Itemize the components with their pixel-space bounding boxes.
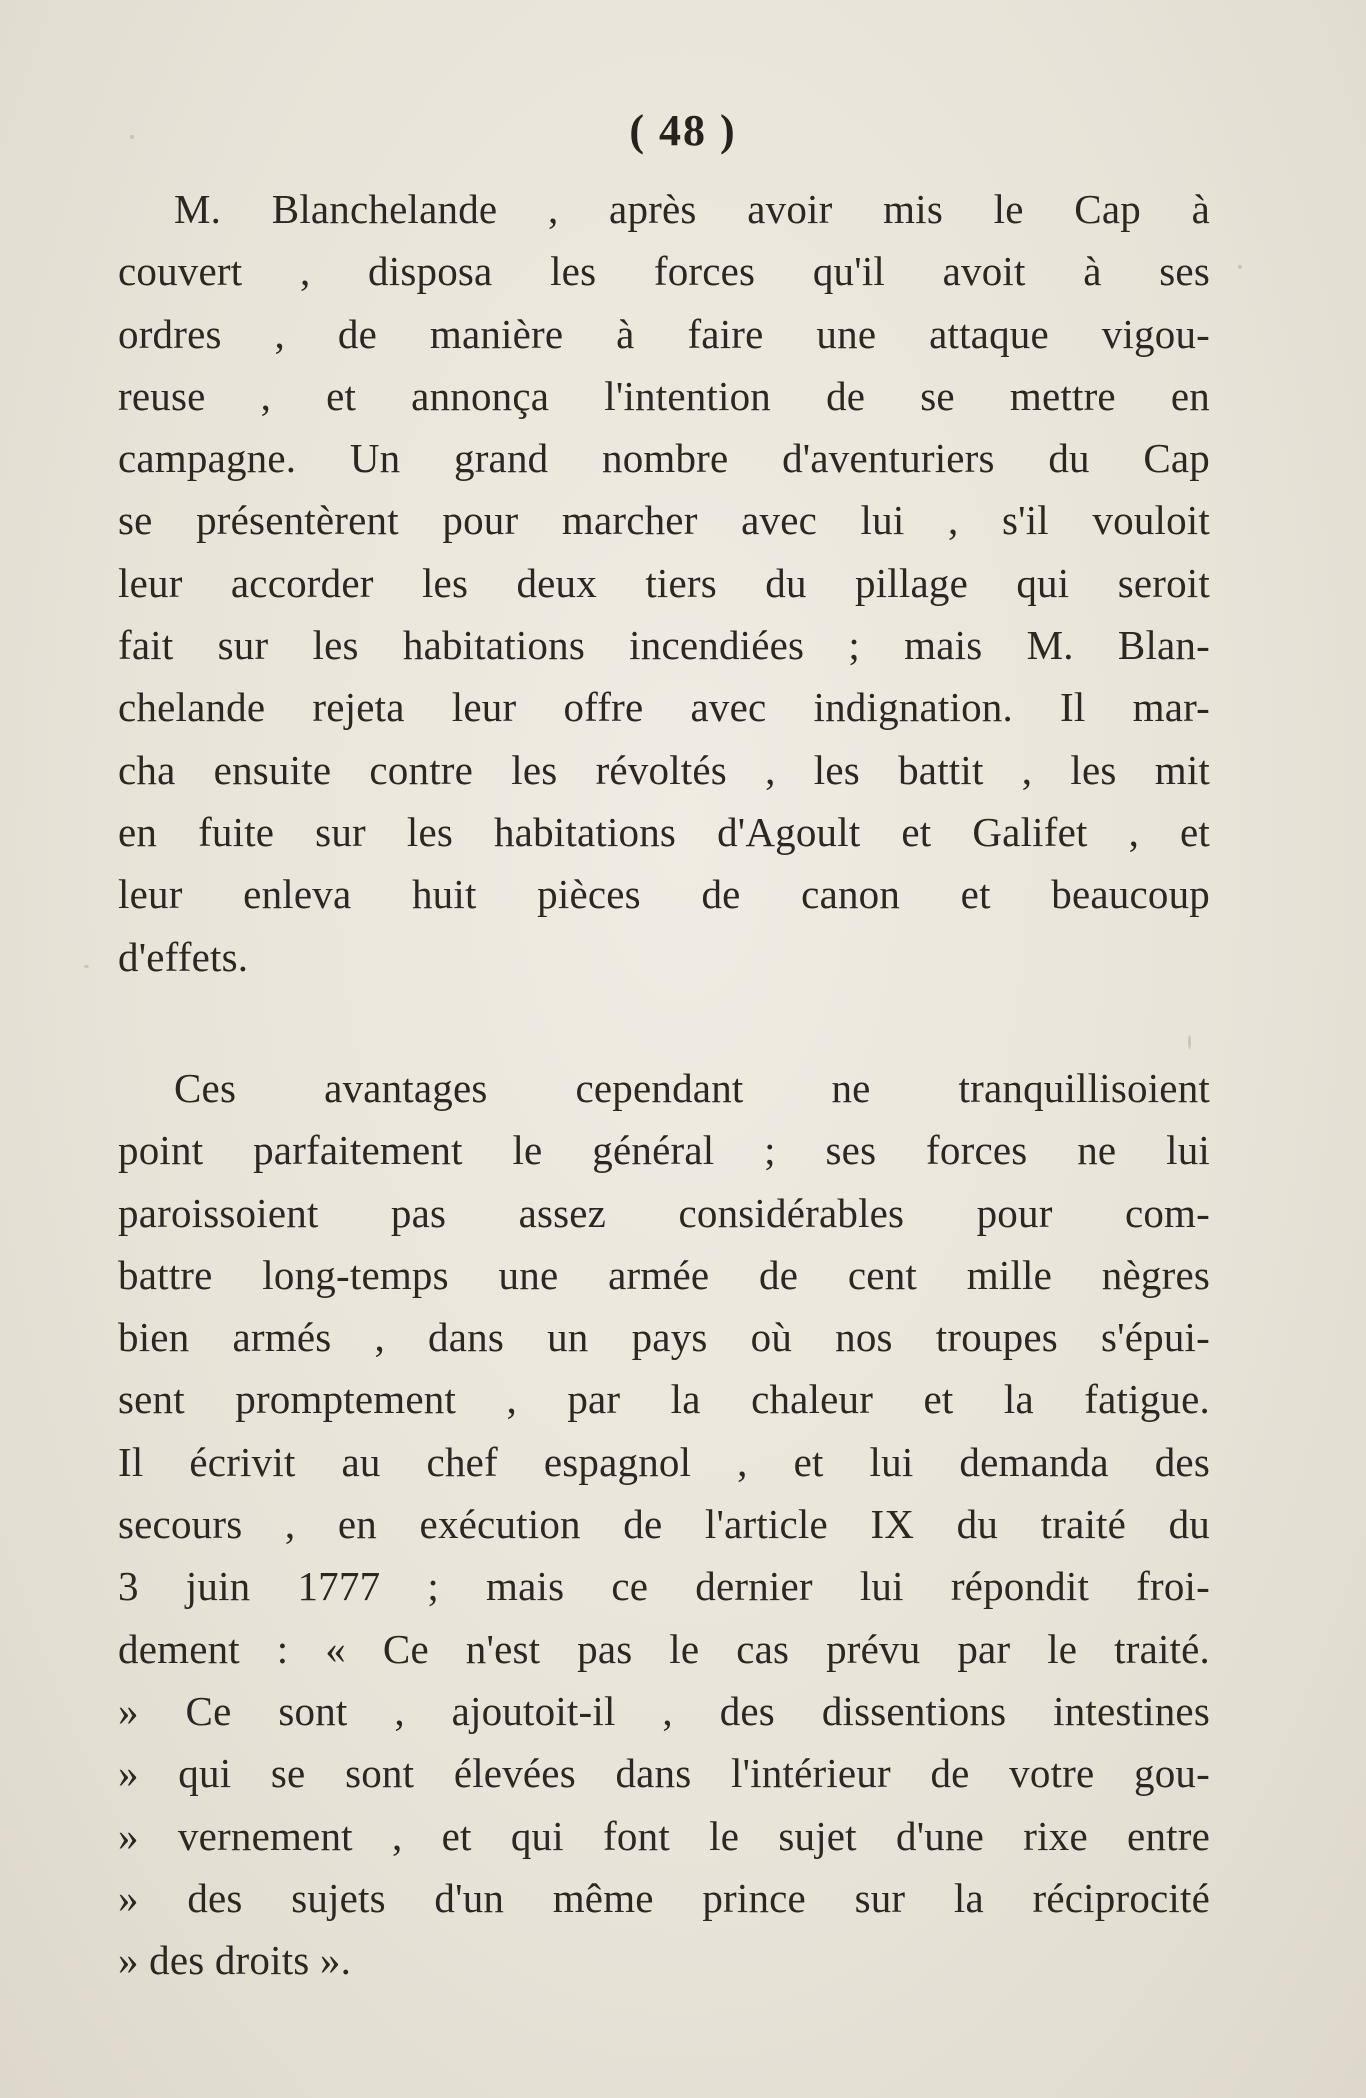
paper-speck	[84, 965, 89, 968]
text-line: dement : « Ce n'est pas le cas prévu par le traité.	[118, 1625, 1210, 1672]
text-line: couvert , disposa les forces qu'il avoit à ses	[118, 248, 1210, 295]
text-line: » qui se sont élevées dans l'intérieur de votre gou-	[118, 1750, 1210, 1797]
text-line: campagne. Un grand nombre d'aventuriers du Cap	[118, 435, 1210, 482]
text-line: chelande rejeta leur offre avec indignation. Il mar-	[118, 684, 1210, 731]
text-line: secours , en exécution de l'article IX du traité du	[118, 1501, 1210, 1548]
paper-speck	[130, 135, 134, 139]
text-line: bien armés , dans un pays où nos troupes s'épui-	[118, 1314, 1210, 1361]
text-line: ordres , de manière à faire une attaque vigou-	[118, 310, 1210, 357]
paper-speck	[1188, 1035, 1191, 1049]
text-line: M. Blanchelande , après avoir mis le Cap à	[174, 186, 1210, 232]
text-line: leur accorder les deux tiers du pillage qui seroit	[118, 559, 1210, 606]
text-line: battre long-temps une armée de cent mille nègres	[118, 1251, 1210, 1298]
page-number: ( 48 )	[629, 106, 737, 155]
text-line: » Ce sont , ajoutoit-il , des dissentions intestines	[118, 1687, 1210, 1734]
paper-speck	[1238, 265, 1242, 269]
text-line: Ces avantages cependant ne tranquillisoient	[174, 1065, 1210, 1111]
text-line: fait sur les habitations incendiées ; mais M. Blan-	[118, 622, 1210, 669]
text-line: cha ensuite contre les révoltés , les battit , les mit	[118, 746, 1210, 793]
text-line: leur enleva huit pièces de canon et beaucoup	[118, 871, 1210, 918]
text-line: » des droits ».	[118, 1937, 352, 1984]
text-line: » vernement , et qui font le sujet d'une rixe entre	[118, 1812, 1210, 1859]
text-line: en fuite sur les habitations d'Agoult et Galifet , et	[118, 808, 1210, 855]
text-line: paroissoient pas assez considérables pour com-	[118, 1189, 1210, 1236]
text-line: d'effets.	[118, 933, 249, 980]
text-line: point parfaitement le général ; ses forces ne lui	[118, 1127, 1210, 1174]
text-line: se présentèrent pour marcher avec lui , s'il vouloit	[118, 497, 1210, 544]
paragraph-1	[118, 178, 1210, 988]
text-line: reuse , et annonça l'intention de se mettre en	[118, 372, 1210, 419]
text-line: sent promptement , par la chaleur et la fatigue.	[118, 1376, 1210, 1423]
text-line: Il écrivit au chef espagnol , et lui demanda des	[118, 1438, 1210, 1485]
text-line: 3 juin 1777 ; mais ce dernier lui répondit froi-	[118, 1563, 1210, 1610]
paragraph-2	[118, 1057, 1210, 1991]
text-line: » des sujets d'un même prince sur la réciprocité	[118, 1874, 1210, 1921]
